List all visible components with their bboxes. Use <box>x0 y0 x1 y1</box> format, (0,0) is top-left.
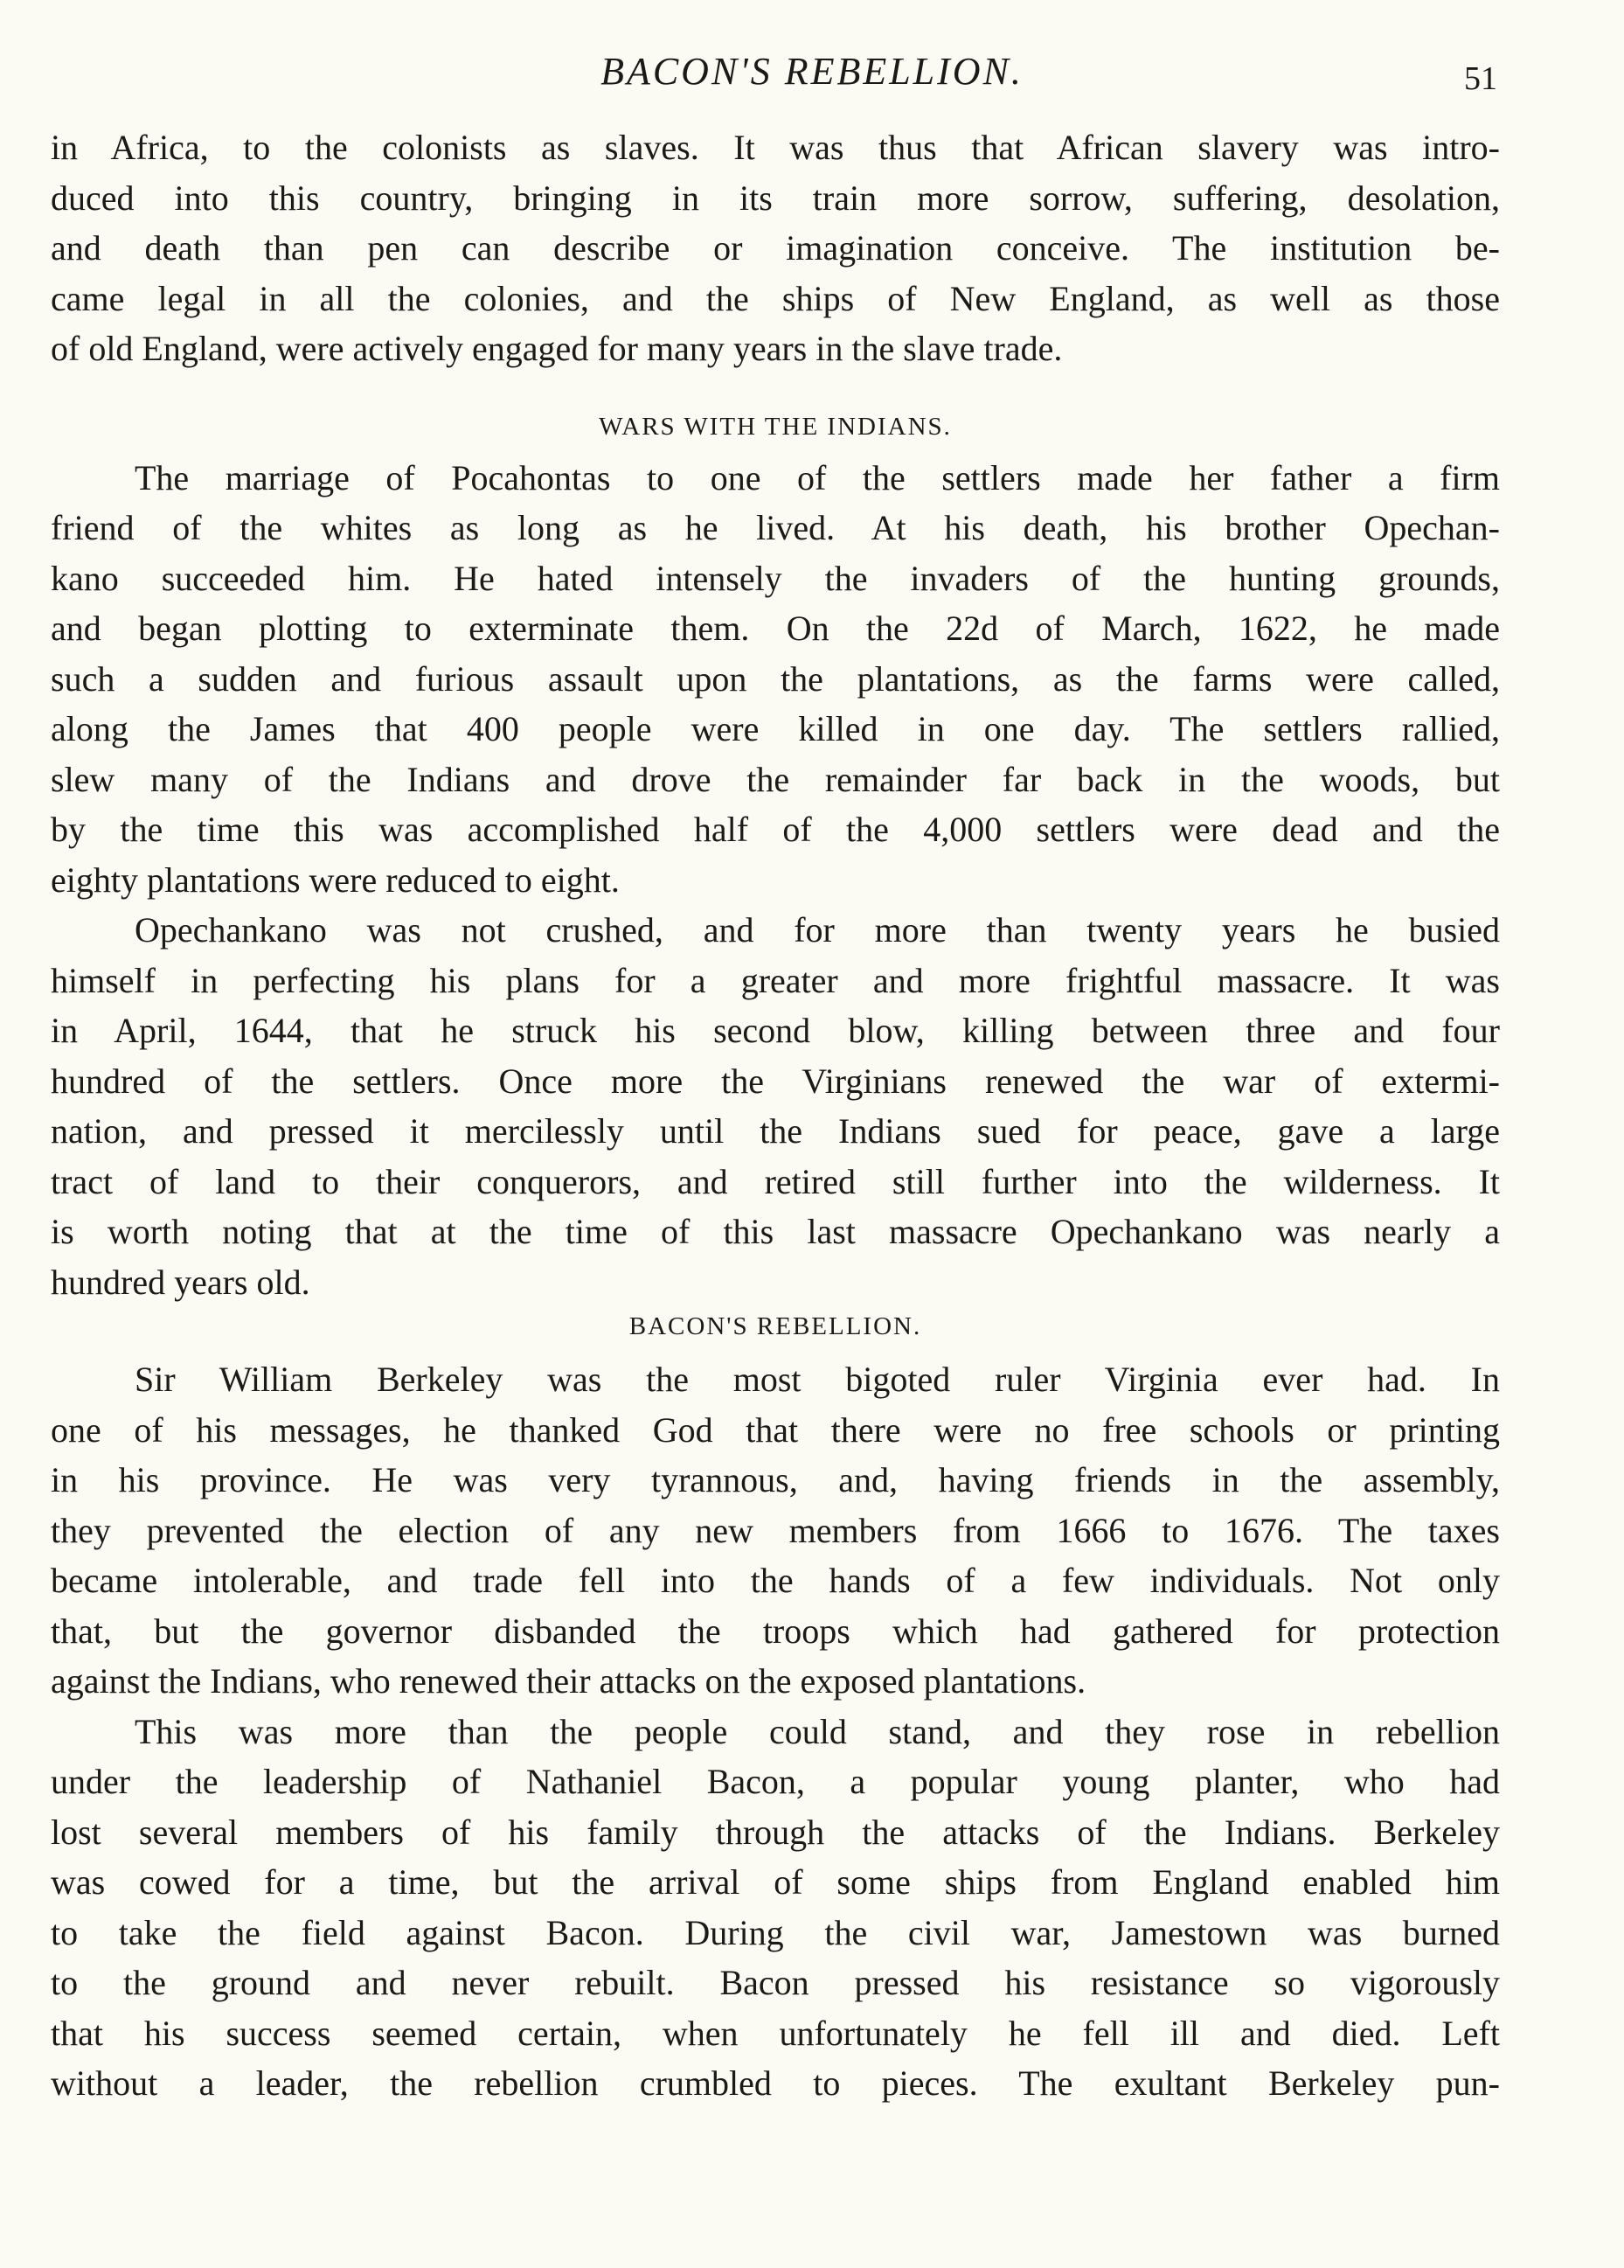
text-line: became intolerable, and trade fell into the hands of a few individuals. Not only <box>51 1561 1500 1600</box>
paragraph-rebellion <box>51 1707 1500 2109</box>
text-line: This was more than the people could stand, and they rose in rebellion <box>135 1711 1500 1751</box>
paragraph-pocahontas <box>51 453 1500 906</box>
text-line: and began plotting to exterminate them. On the 22d of March, 1622, he made <box>51 609 1500 648</box>
paragraph-slavery-continued <box>51 122 1500 374</box>
paragraph-berkeley <box>51 1354 1500 1707</box>
text-line: such a sudden and furious assault upon the plantations, as the farms were called, <box>51 658 1500 699</box>
section-heading-bacons-rebellion: BACON'S REBELLION. <box>628 1312 922 1340</box>
running-head <box>0 49 1624 101</box>
text-line: to the ground and never rebuilt. Bacon pressed his resistance so vigorously <box>51 1963 1500 2002</box>
text-line: slew many of the Indians and drove the remainder far back in the woods, but <box>51 759 1500 799</box>
section-heading-wars-with-the-indians: WARS WITH THE INDIANS. <box>599 412 952 441</box>
paragraph-opechankano <box>51 905 1500 1307</box>
text-line: against the Indians, who renewed their attacks on the exposed plantations. <box>51 1661 1086 1701</box>
text-line: that, but the governor disbanded the troops which had gathered for protection <box>51 1611 1500 1651</box>
running-title: BACON'S REBELLION. <box>600 50 1024 93</box>
text-line: lost several members of his family through the attacks of the Indians. Berkeley <box>51 1812 1500 1852</box>
text-line: to take the field against Bacon. During the civil war, Jamestown was burned <box>51 1912 1500 1952</box>
text-line: of old England, were actively engaged for many years in the slave trade. <box>51 329 1063 368</box>
text-line: friend of the whites as long as he lived. At his death, his brother Opechan- <box>51 508 1500 547</box>
text-line: duced into this country, bringing in its train more sorrow, suffering, desolation, <box>51 177 1500 218</box>
text-line: along the James that 400 people were killed in one day. The settlers rallied, <box>51 709 1500 748</box>
text-line: and death than pen can describe or imagination conceive. The institution be- <box>51 228 1500 268</box>
text-line: they prevented the election of any new members from 1666 to 1676. The taxes <box>51 1510 1500 1550</box>
text-line: under the leadership of Nathaniel Bacon, a popular young planter, who had <box>51 1762 1500 1801</box>
text-line: was cowed for a time, but the arrival of some ships from England enabled him <box>51 1862 1500 1902</box>
page-number: 51 <box>1464 60 1497 97</box>
text-line: came legal in all the colonies, and the ships of New England, as well as those <box>51 278 1500 318</box>
text-line: hundred of the settlers. Once more the Virginians renewed the war of extermi- <box>51 1061 1500 1101</box>
body-text <box>51 122 1500 2109</box>
text-line: by the time this was accomplished half of the 4,000 settlers were dead and the <box>51 810 1500 849</box>
text-line: Opechankano was not crushed, and for more than twenty years he busied <box>135 910 1500 950</box>
text-line: without a leader, the rebellion crumbled to pieces. The exultant Berkeley pun- <box>51 2063 1500 2103</box>
text-line: is worth noting that at the time of this last massacre Opechankano was nearly a <box>51 1212 1500 1251</box>
text-line: himself in perfecting his plans for a greater and more frightful massacre. It was <box>51 960 1500 1000</box>
text-line: The marriage of Pocahontas to one of the settlers made her father a firm <box>135 457 1500 497</box>
text-line: hundred years old. <box>51 1262 310 1302</box>
text-line: Sir William Berkeley was the most bigoted ruler Virginia ever had. In <box>135 1360 1500 1399</box>
text-line: in April, 1644, that he struck his second blow, killing between three and four <box>51 1011 1500 1050</box>
text-line: in Africa, to the colonists as slaves. It was thus that African slavery was intro- <box>51 128 1500 167</box>
text-line: eighty plantations were reduced to eight. <box>51 859 620 900</box>
text-line: tract of land to their conquerors, and retired still further into the wilderness. It <box>51 1161 1500 1201</box>
text-line: that his success seemed certain, when unfortunately he fell ill and died. Left <box>51 2013 1500 2053</box>
text-line: nation, and pressed it mercilessly until the Indians sued for peace, gave a large <box>51 1111 1500 1151</box>
text-line: in his province. He was very tyrannous, and, having friends in the assembly, <box>51 1460 1500 1499</box>
text-line: one of his messages, he thanked God that there were no free schools or printing <box>51 1409 1500 1450</box>
text-line: kano succeeded him. He hated intensely the invaders of the hunting grounds, <box>51 558 1500 598</box>
